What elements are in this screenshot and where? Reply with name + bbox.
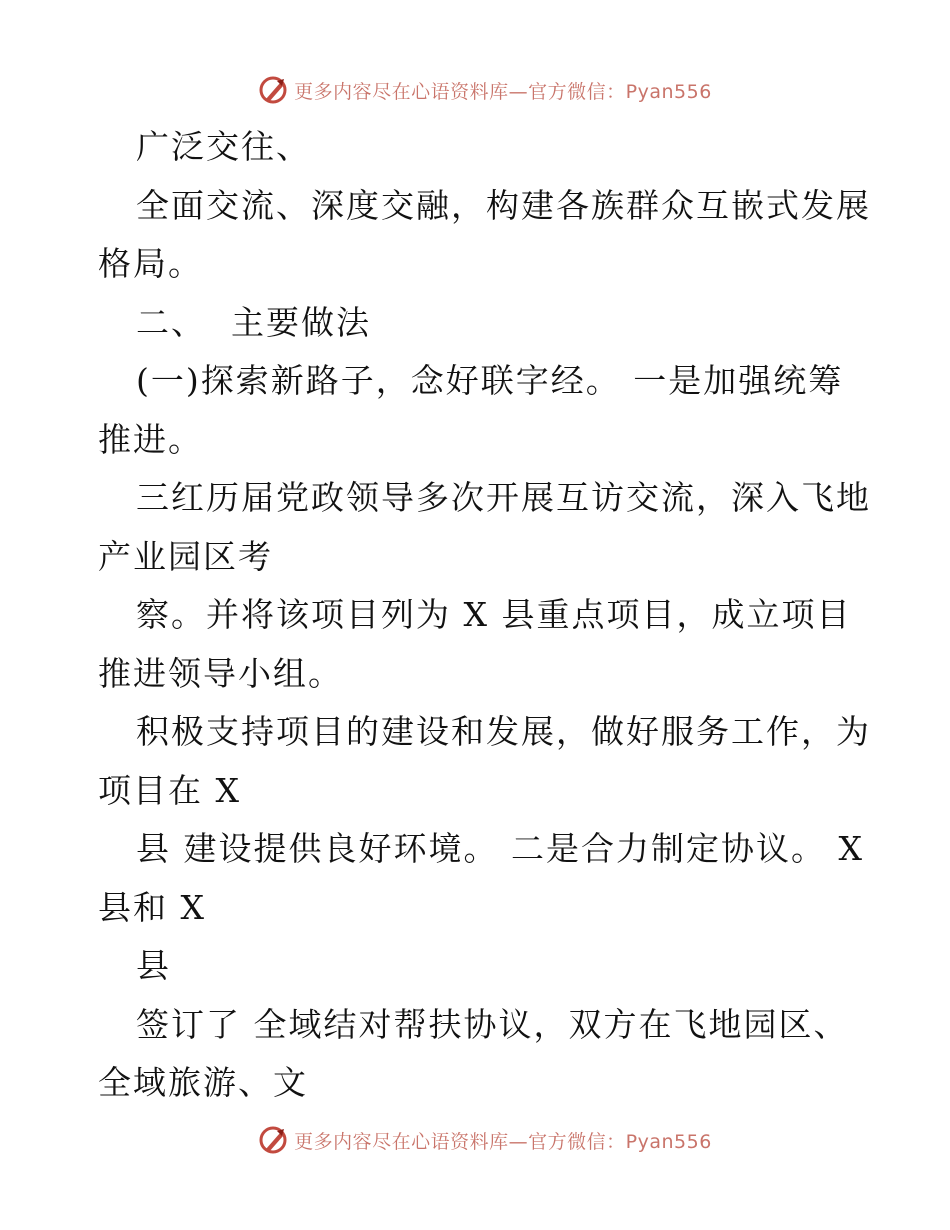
- text-line: 积极支持项目的建设和发展，做好服务工作，为: [136, 712, 871, 751]
- document-body: [98, 118, 871, 1113]
- text-line: 全面交流、深度交融，构建各族群众互嵌式发展: [136, 185, 871, 225]
- text-line: 广泛交往、: [136, 127, 311, 166]
- footer-watermark: [258, 1125, 712, 1155]
- text-line: 格局。: [98, 244, 203, 283]
- text-line: 县: [136, 946, 171, 985]
- text-line: 产业园区考: [98, 536, 273, 576]
- text-line: 县 建设提供良好环境。 二是合力制定协议。 X: [136, 829, 864, 868]
- footer-watermark-banner: [0, 1120, 950, 1160]
- pen-logo-icon: [258, 1125, 288, 1155]
- text-line: (一)探索新路子，念好联字经。 一是加强统筹: [136, 361, 844, 400]
- text-line: 全域旅游、文: [98, 1063, 308, 1102]
- header-watermark-banner: [0, 70, 950, 110]
- text-line: 项目在 X: [98, 770, 241, 810]
- pen-logo-icon: [258, 75, 288, 105]
- watermark-text: 更多内容尽在心语资料库—官方微信：Pyan556: [294, 80, 712, 103]
- text-line: 推进。: [98, 419, 203, 459]
- text-line: 二、 主要做法: [136, 302, 371, 342]
- text-line: 签订了 全域结对帮扶协议，双方在飞地园区、: [136, 1004, 849, 1044]
- text-line: 县和 X: [98, 887, 206, 927]
- text-line: 察。并将该项目列为 X 县重点项目，成立项目: [136, 595, 852, 634]
- watermark-text: 更多内容尽在心语资料库—官方微信：Pyan556: [294, 1130, 712, 1153]
- header-watermark: [258, 75, 712, 105]
- text-line: 推进领导小组。: [98, 653, 343, 693]
- text-line: 三红历届党政领导多次开展互访交流，深入飞地: [136, 478, 871, 517]
